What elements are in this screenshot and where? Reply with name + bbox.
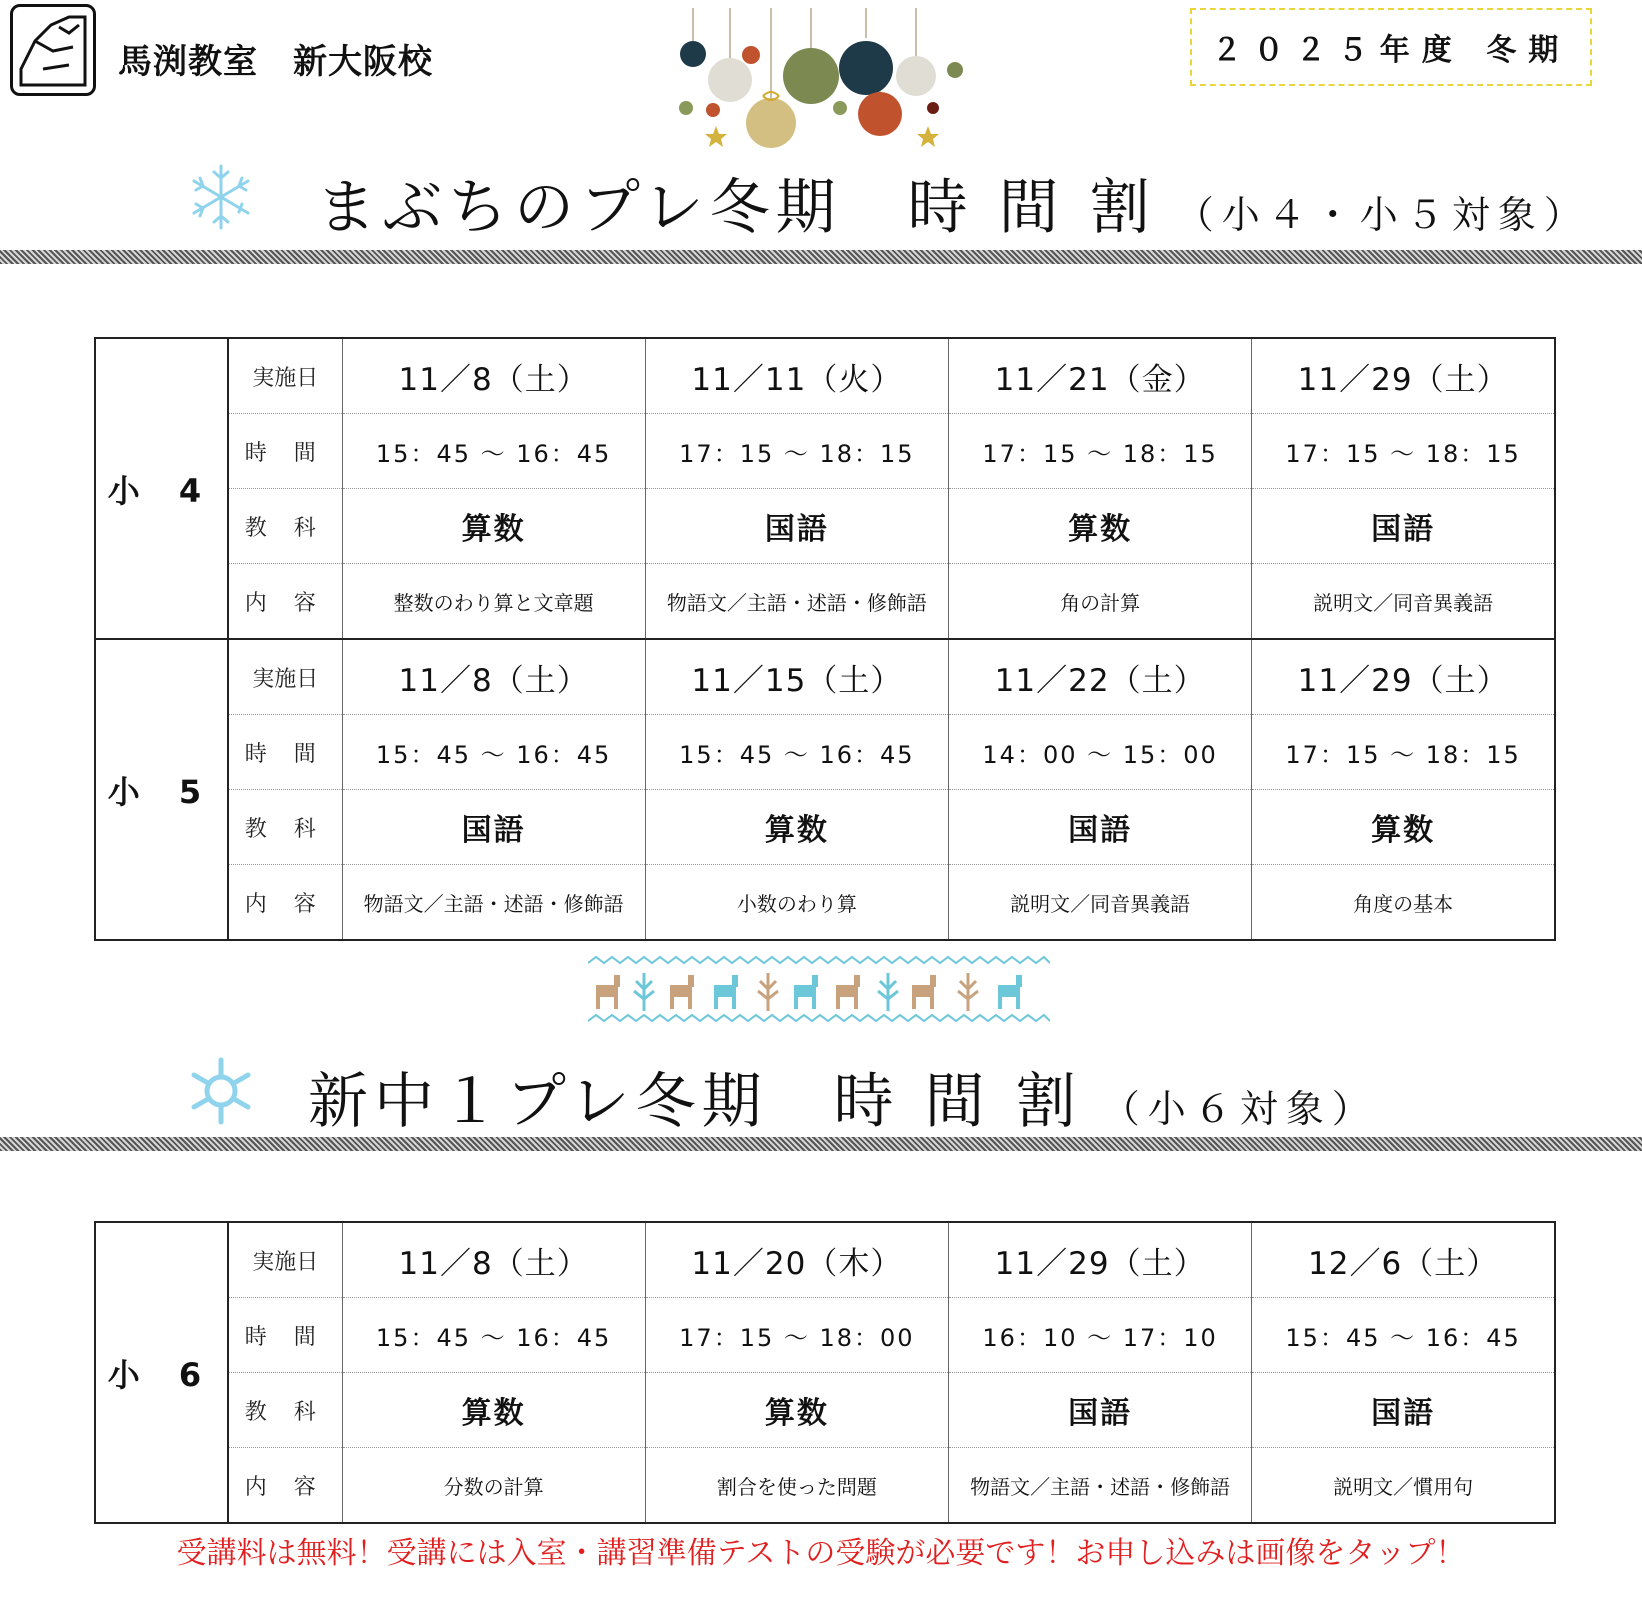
session-time: 15：45 ～ 16：45 — [1252, 1298, 1555, 1373]
notice-link[interactable]: 受講料は無料！受講には入室・講習準備テストの受験が必要です！お申し込みは画像をタップ！ — [176, 1536, 1466, 1571]
session-content: 物語文／主語・述語・修飾語 — [949, 1448, 1252, 1524]
session-date: 11／29（土） — [1252, 639, 1555, 715]
row-label-time: 時 間 — [228, 1298, 342, 1373]
row-label-content: 内 容 — [228, 1448, 342, 1524]
table-row — [95, 865, 1555, 941]
session-time: 17：15 ～ 18：15 — [1252, 715, 1555, 790]
table-row — [95, 338, 1555, 414]
table-row — [95, 1222, 1555, 1298]
session-time: 15：45 ～ 16：45 — [342, 715, 645, 790]
session-time: 15：45 ～ 16：45 — [342, 414, 645, 489]
session-content: 分数の計算 — [342, 1448, 645, 1524]
session-date: 11／22（土） — [949, 639, 1252, 715]
section1-title-text: まぶちのプレ冬期 時 間 割 — [316, 173, 1156, 243]
session-time: 15：45 ～ 16：45 — [342, 1298, 645, 1373]
session-content: 説明文／同音異義語 — [949, 865, 1252, 941]
grade-label: 小 4 — [95, 338, 228, 639]
session-date: 11／8（土） — [342, 338, 645, 414]
table-row — [95, 489, 1555, 564]
row-label-time: 時 間 — [228, 715, 342, 790]
table-row — [95, 790, 1555, 865]
session-subject: 国語 — [1252, 1373, 1555, 1448]
row-label-subject: 教 科 — [228, 1373, 342, 1448]
timetable-grade6 — [94, 1221, 1556, 1524]
section2-title-text: 新中１プレ冬期 時 間 割 — [308, 1067, 1082, 1137]
session-date: 11／29（土） — [949, 1222, 1252, 1298]
row-label-time: 時 間 — [228, 414, 342, 489]
row-label-date: 実施日 — [228, 338, 342, 414]
table-row — [95, 1373, 1555, 1448]
grade-label: 小 5 — [95, 639, 228, 940]
row-label-date: 実施日 — [228, 639, 342, 715]
year-term-badge: ２０２５年度 冬期 — [1190, 8, 1592, 86]
snowflake-icon — [186, 1056, 256, 1126]
session-content: 説明文／慣用句 — [1252, 1448, 1555, 1524]
row-label-subject: 教 科 — [228, 489, 342, 564]
session-time: 17：15 ～ 18：00 — [645, 1298, 948, 1373]
session-time: 14：00 ～ 15：00 — [949, 715, 1252, 790]
session-subject: 算数 — [1252, 790, 1555, 865]
row-label-date: 実施日 — [228, 1222, 342, 1298]
session-date: 11／29（土） — [1252, 338, 1555, 414]
session-subject: 国語 — [1252, 489, 1555, 564]
session-content: 整数のわり算と文章題 — [342, 564, 645, 640]
session-subject: 算数 — [645, 790, 948, 865]
session-date: 11／11（火） — [645, 338, 948, 414]
session-time: 15：45 ～ 16：45 — [645, 715, 948, 790]
session-content: 物語文／主語・述語・修飾語 — [645, 564, 948, 640]
session-content: 小数のわり算 — [645, 865, 948, 941]
session-content: 説明文／同音異義語 — [1252, 564, 1555, 640]
session-time: 17：15 ～ 18：15 — [1252, 414, 1555, 489]
session-time: 17：15 ～ 18：15 — [949, 414, 1252, 489]
section1-target: （小４・小５対象） — [1175, 193, 1590, 237]
session-subject: 国語 — [949, 1373, 1252, 1448]
section1-title — [316, 160, 1590, 246]
session-content: 角の計算 — [949, 564, 1252, 640]
logo-horse-icon — [10, 4, 96, 96]
row-label-subject: 教 科 — [228, 790, 342, 865]
session-date: 12／6（土） — [1252, 1222, 1555, 1298]
row-label-content: 内 容 — [228, 865, 342, 941]
session-subject: 国語 — [949, 790, 1252, 865]
session-date: 11／8（土） — [342, 639, 645, 715]
table-row — [95, 1298, 1555, 1373]
table-row — [95, 1448, 1555, 1524]
session-time: 17：15 ～ 18：15 — [645, 414, 948, 489]
session-time: 16：10 ～ 17：10 — [949, 1298, 1252, 1373]
session-date: 11／15（土） — [645, 639, 948, 715]
session-subject: 国語 — [342, 790, 645, 865]
session-date: 11／8（土） — [342, 1222, 645, 1298]
table-row — [95, 639, 1555, 715]
session-date: 11／20（木） — [645, 1222, 948, 1298]
row-label-content: 内 容 — [228, 564, 342, 640]
session-subject: 算数 — [949, 489, 1252, 564]
session-subject: 算数 — [342, 489, 645, 564]
section2-title — [308, 1054, 1378, 1140]
session-content: 割合を使った問題 — [645, 1448, 948, 1524]
session-date: 11／21（金） — [949, 338, 1252, 414]
session-content: 角度の基本 — [1252, 865, 1555, 941]
reindeer-border-icon — [588, 955, 1050, 1025]
session-subject: 算数 — [645, 1373, 948, 1448]
grade-label: 小 6 — [95, 1222, 228, 1523]
school-name: 馬渕教室 新大阪校 — [118, 42, 433, 82]
snowflake-icon — [186, 162, 256, 232]
session-content: 物語文／主語・述語・修飾語 — [342, 865, 645, 941]
table-row — [95, 715, 1555, 790]
session-subject: 算数 — [342, 1373, 645, 1448]
ornaments-icon — [668, 8, 998, 153]
session-subject: 国語 — [645, 489, 948, 564]
section2-divider — [0, 1137, 1642, 1151]
table-row — [95, 414, 1555, 489]
section1-divider — [0, 250, 1642, 264]
table-row — [95, 564, 1555, 640]
timetable-grade4-5 — [94, 337, 1556, 941]
section2-target: （小６対象） — [1101, 1087, 1378, 1131]
